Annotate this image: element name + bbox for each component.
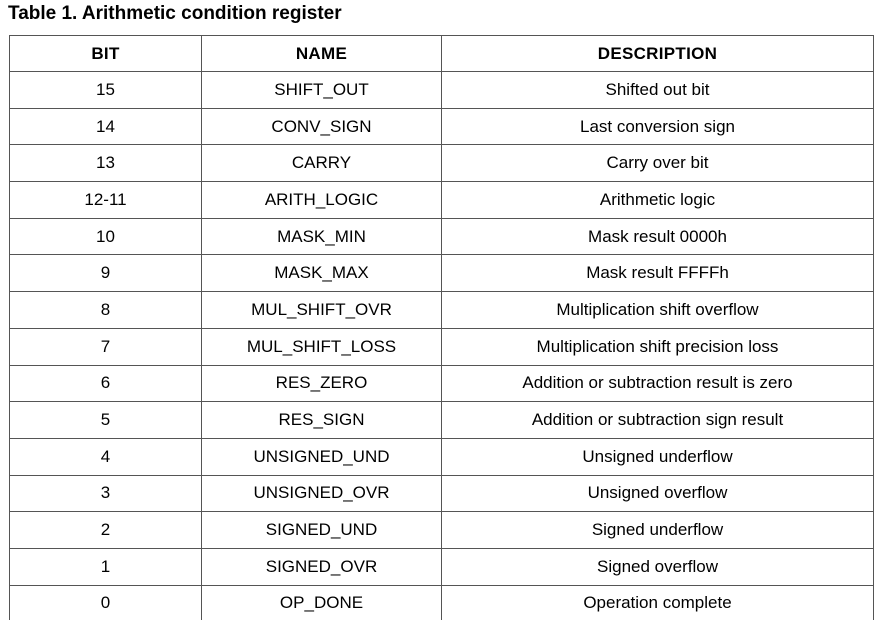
name-cell: SHIFT_OUT — [202, 72, 442, 109]
name-cell: MASK_MIN — [202, 218, 442, 255]
bit-cell: 3 — [10, 475, 202, 512]
table-row — [10, 475, 874, 512]
name-cell: UNSIGNED_OVR — [202, 475, 442, 512]
bit-cell: 2 — [10, 512, 202, 549]
table-header-row — [10, 36, 874, 72]
bit-cell: 5 — [10, 402, 202, 439]
bit-cell: 12-11 — [10, 182, 202, 219]
bit-cell: 1 — [10, 548, 202, 585]
description-cell: Signed underflow — [442, 512, 874, 549]
name-cell: RES_SIGN — [202, 402, 442, 439]
table-caption: Table 1. Arithmetic condition register — [8, 3, 342, 24]
bit-cell: 0 — [10, 585, 202, 620]
bit-cell: 7 — [10, 328, 202, 365]
bit-cell: 14 — [10, 108, 202, 145]
bit-cell: 15 — [10, 72, 202, 109]
bit-cell: 6 — [10, 365, 202, 402]
table-row — [10, 365, 874, 402]
description-cell: Mask result 0000h — [442, 218, 874, 255]
name-cell: UNSIGNED_UND — [202, 438, 442, 475]
table-row — [10, 328, 874, 365]
description-cell: Addition or subtraction result is zero — [442, 365, 874, 402]
bit-cell: 10 — [10, 218, 202, 255]
table-row — [10, 585, 874, 620]
description-cell: Addition or subtraction sign result — [442, 402, 874, 439]
name-cell: ARITH_LOGIC — [202, 182, 442, 219]
name-cell: MASK_MAX — [202, 255, 442, 292]
column-header-name: NAME — [202, 36, 442, 72]
name-cell: SIGNED_UND — [202, 512, 442, 549]
description-cell: Mask result FFFFh — [442, 255, 874, 292]
name-cell: SIGNED_OVR — [202, 548, 442, 585]
description-cell: Shifted out bit — [442, 72, 874, 109]
column-header-description: DESCRIPTION — [442, 36, 874, 72]
bit-cell: 8 — [10, 292, 202, 329]
name-cell: MUL_SHIFT_LOSS — [202, 328, 442, 365]
table-row — [10, 108, 874, 145]
description-cell: Signed overflow — [442, 548, 874, 585]
bit-cell: 13 — [10, 145, 202, 182]
table-row — [10, 72, 874, 109]
table-row — [10, 512, 874, 549]
table-row — [10, 218, 874, 255]
description-cell: Last conversion sign — [442, 108, 874, 145]
table-row — [10, 438, 874, 475]
register-table — [9, 35, 874, 620]
description-cell: Operation complete — [442, 585, 874, 620]
table-row — [10, 292, 874, 329]
table-row — [10, 548, 874, 585]
bit-cell: 4 — [10, 438, 202, 475]
bit-cell: 9 — [10, 255, 202, 292]
name-cell: CONV_SIGN — [202, 108, 442, 145]
description-cell: Unsigned overflow — [442, 475, 874, 512]
table-row — [10, 182, 874, 219]
name-cell: MUL_SHIFT_OVR — [202, 292, 442, 329]
description-cell: Carry over bit — [442, 145, 874, 182]
name-cell: RES_ZERO — [202, 365, 442, 402]
name-cell: CARRY — [202, 145, 442, 182]
table-row — [10, 402, 874, 439]
description-cell: Multiplication shift precision loss — [442, 328, 874, 365]
table-row — [10, 145, 874, 182]
description-cell: Multiplication shift overflow — [442, 292, 874, 329]
column-header-bit: BIT — [10, 36, 202, 72]
description-cell: Unsigned underflow — [442, 438, 874, 475]
table-row — [10, 255, 874, 292]
name-cell: OP_DONE — [202, 585, 442, 620]
description-cell: Arithmetic logic — [442, 182, 874, 219]
